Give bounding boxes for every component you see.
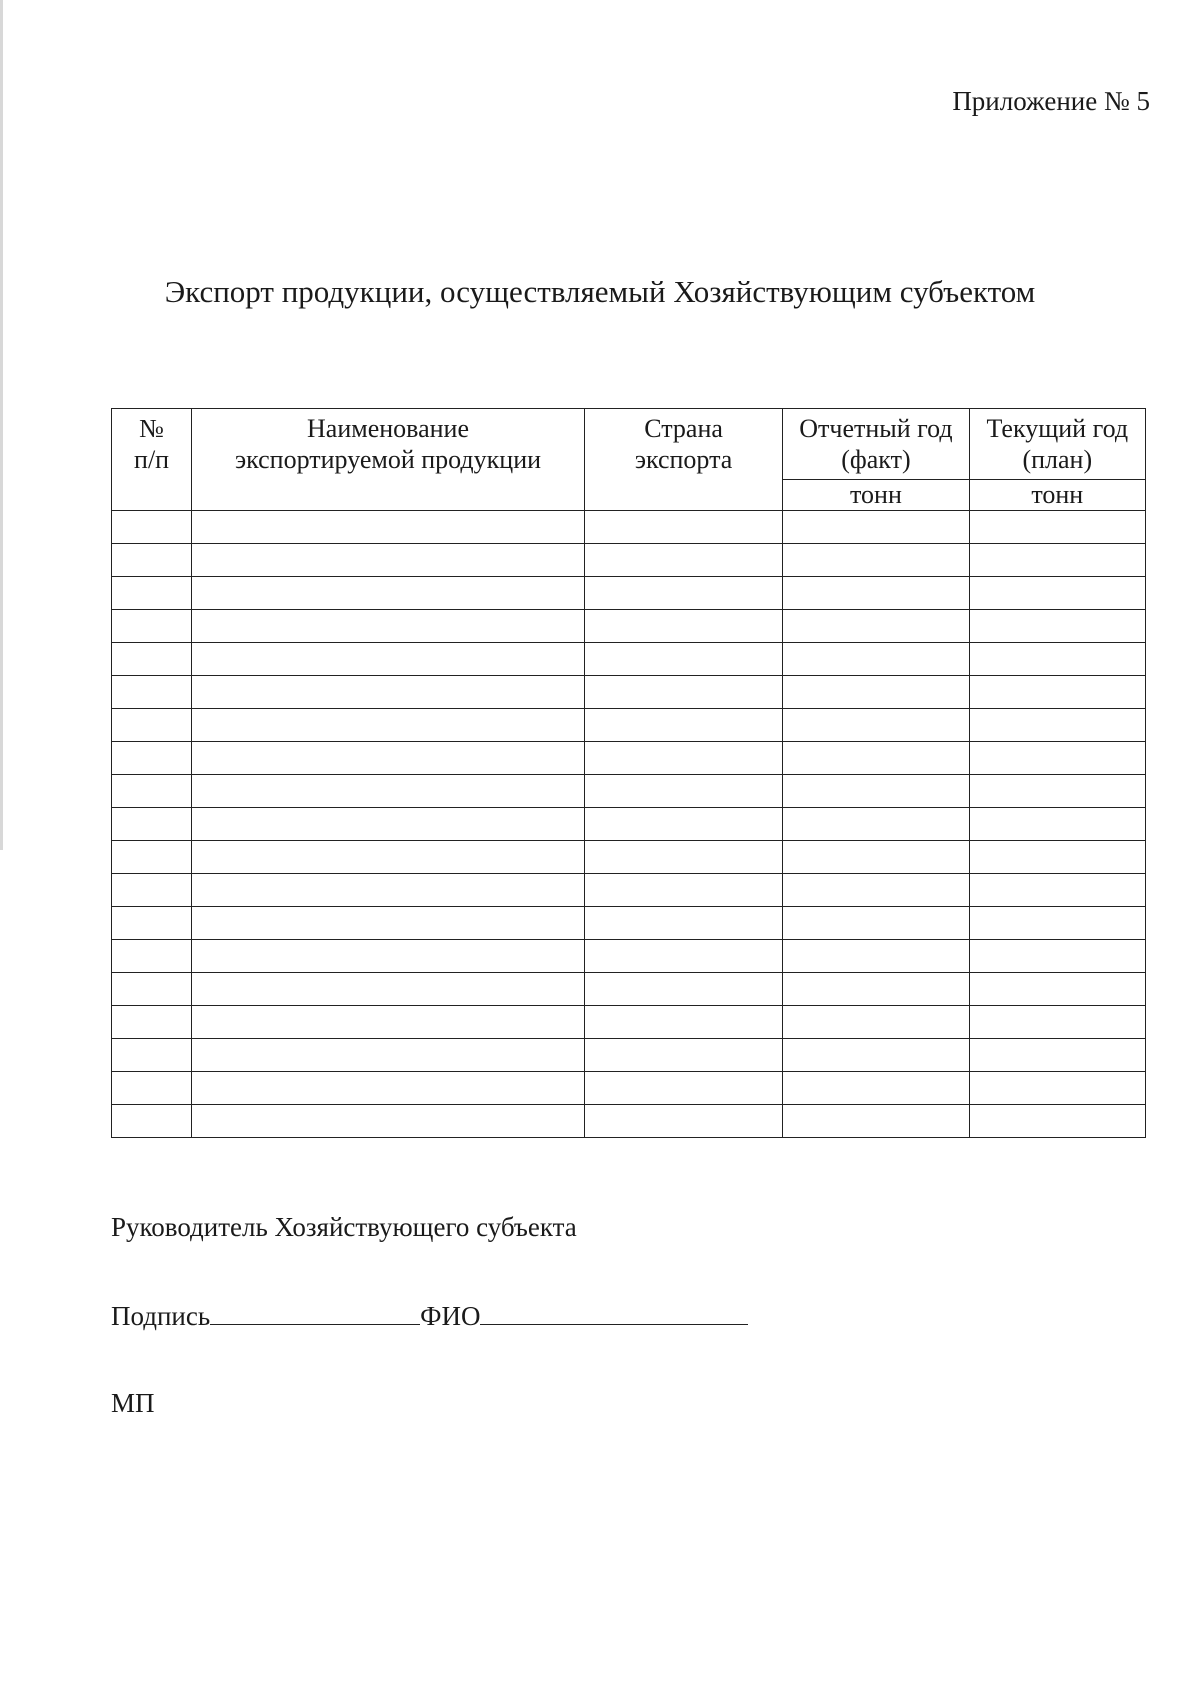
header-current-year-line1: Текущий год (986, 414, 1129, 443)
export-table (111, 408, 1146, 1138)
cell-export-country[interactable] (584, 643, 782, 676)
cell-current-year[interactable] (969, 1105, 1145, 1138)
header-number-line1: № (139, 414, 164, 443)
table-row (112, 907, 1146, 940)
cell-product-name[interactable] (192, 676, 585, 709)
signature-line (111, 1298, 748, 1332)
header-reporting-year (783, 409, 969, 480)
table-row (112, 874, 1146, 907)
cell-number[interactable] (112, 1072, 192, 1105)
cell-export-country[interactable] (584, 841, 782, 874)
cell-product-name[interactable] (192, 544, 585, 577)
table-row (112, 973, 1146, 1006)
head-of-entity-label: Руководитель Хозяйствующего субъекта (111, 1212, 577, 1242)
table-row (112, 1105, 1146, 1138)
cell-number[interactable] (112, 742, 192, 775)
header-reporting-year-unit: тонн (783, 480, 969, 511)
cell-current-year[interactable] (969, 544, 1145, 577)
cell-product-name[interactable] (192, 610, 585, 643)
cell-export-country[interactable] (584, 940, 782, 973)
table-row (112, 742, 1146, 775)
cell-reporting-year[interactable] (783, 544, 969, 577)
cell-reporting-year[interactable] (783, 577, 969, 610)
cell-current-year[interactable] (969, 841, 1145, 874)
cell-product-name[interactable] (192, 511, 585, 544)
cell-reporting-year[interactable] (783, 1072, 969, 1105)
cell-number[interactable] (112, 1105, 192, 1138)
cell-number[interactable] (112, 544, 192, 577)
header-reporting-year-line1: Отчетный год (799, 414, 953, 443)
cell-reporting-year[interactable] (783, 808, 969, 841)
table-row (112, 808, 1146, 841)
cell-reporting-year[interactable] (783, 610, 969, 643)
stamp-label: МП (111, 1388, 155, 1418)
scan-edge (0, 0, 3, 850)
cell-export-country[interactable] (584, 874, 782, 907)
cell-current-year[interactable] (969, 808, 1145, 841)
document-title: Экспорт продукции, осуществляемый Хозяйствующим субъектом (164, 274, 1036, 309)
cell-reporting-year[interactable] (783, 841, 969, 874)
cell-current-year[interactable] (969, 643, 1145, 676)
cell-export-country[interactable] (584, 742, 782, 775)
cell-number[interactable] (112, 643, 192, 676)
cell-export-country[interactable] (584, 544, 782, 577)
fio-label: ФИО (420, 1301, 481, 1331)
header-product-name (192, 409, 585, 511)
table-row (112, 1006, 1146, 1039)
appendix-label: Приложение № 5 (952, 86, 1150, 116)
cell-number[interactable] (112, 775, 192, 808)
cell-current-year[interactable] (969, 973, 1145, 1006)
cell-product-name[interactable] (192, 577, 585, 610)
table-row (112, 1039, 1146, 1072)
cell-current-year[interactable] (969, 511, 1145, 544)
cell-reporting-year[interactable] (783, 643, 969, 676)
cell-product-name[interactable] (192, 907, 585, 940)
table-row (112, 643, 1146, 676)
cell-current-year[interactable] (969, 676, 1145, 709)
cell-reporting-year[interactable] (783, 1039, 969, 1072)
cell-reporting-year[interactable] (783, 709, 969, 742)
cell-number[interactable] (112, 709, 192, 742)
cell-current-year[interactable] (969, 742, 1145, 775)
cell-current-year[interactable] (969, 940, 1145, 973)
cell-export-country[interactable] (584, 610, 782, 643)
table-row (112, 544, 1146, 577)
cell-product-name[interactable] (192, 1039, 585, 1072)
table-row (112, 610, 1146, 643)
cell-number[interactable] (112, 874, 192, 907)
cell-number[interactable] (112, 577, 192, 610)
header-number (112, 409, 192, 511)
cell-product-name[interactable] (192, 1072, 585, 1105)
cell-product-name[interactable] (192, 1105, 585, 1138)
cell-current-year[interactable] (969, 874, 1145, 907)
header-product-name-line2: экспортируемой продукции (235, 445, 542, 474)
cell-product-name[interactable] (192, 874, 585, 907)
cell-reporting-year[interactable] (783, 511, 969, 544)
cell-product-name[interactable] (192, 742, 585, 775)
cell-reporting-year[interactable] (783, 874, 969, 907)
table-row (112, 841, 1146, 874)
cell-reporting-year[interactable] (783, 1105, 969, 1138)
cell-current-year[interactable] (969, 775, 1145, 808)
cell-reporting-year[interactable] (783, 1006, 969, 1039)
cell-current-year[interactable] (969, 610, 1145, 643)
header-product-name-line1: Наименование (307, 414, 469, 443)
cell-export-country[interactable] (584, 1105, 782, 1138)
table-row (112, 709, 1146, 742)
cell-reporting-year[interactable] (783, 775, 969, 808)
cell-product-name[interactable] (192, 973, 585, 1006)
cell-number[interactable] (112, 907, 192, 940)
cell-current-year[interactable] (969, 709, 1145, 742)
header-current-year-line2: (план) (1022, 445, 1093, 474)
cell-export-country[interactable] (584, 1039, 782, 1072)
cell-export-country[interactable] (584, 676, 782, 709)
cell-product-name[interactable] (192, 709, 585, 742)
header-current-year-unit: тонн (969, 480, 1145, 511)
cell-export-country[interactable] (584, 577, 782, 610)
cell-product-name[interactable] (192, 643, 585, 676)
cell-reporting-year[interactable] (783, 940, 969, 973)
header-export-country (584, 409, 782, 511)
cell-current-year[interactable] (969, 907, 1145, 940)
cell-export-country[interactable] (584, 1072, 782, 1105)
fio-blank[interactable] (480, 1298, 748, 1325)
cell-current-year[interactable] (969, 577, 1145, 610)
cell-product-name[interactable] (192, 775, 585, 808)
cell-product-name[interactable] (192, 841, 585, 874)
cell-reporting-year[interactable] (783, 676, 969, 709)
cell-number[interactable] (112, 1006, 192, 1039)
cell-product-name[interactable] (192, 940, 585, 973)
cell-export-country[interactable] (584, 907, 782, 940)
table-row (112, 676, 1146, 709)
cell-number[interactable] (112, 1039, 192, 1072)
cell-number[interactable] (112, 973, 192, 1006)
header-reporting-year-line2: (факт) (841, 445, 911, 474)
cell-reporting-year[interactable] (783, 973, 969, 1006)
cell-export-country[interactable] (584, 775, 782, 808)
signature-blank[interactable] (210, 1298, 420, 1325)
table-body (112, 511, 1146, 1138)
cell-number[interactable] (112, 610, 192, 643)
cell-number[interactable] (112, 940, 192, 973)
cell-export-country[interactable] (584, 808, 782, 841)
cell-current-year[interactable] (969, 1039, 1145, 1072)
table-row (112, 940, 1146, 973)
cell-number[interactable] (112, 808, 192, 841)
cell-reporting-year[interactable] (783, 907, 969, 940)
cell-export-country[interactable] (584, 973, 782, 1006)
header-export-country-line2: экспорта (634, 445, 733, 474)
cell-export-country[interactable] (584, 1006, 782, 1039)
cell-product-name[interactable] (192, 808, 585, 841)
cell-export-country[interactable] (584, 709, 782, 742)
table-row (112, 775, 1146, 808)
cell-number[interactable] (112, 841, 192, 874)
cell-number[interactable] (112, 676, 192, 709)
table-row (112, 1072, 1146, 1105)
header-current-year (969, 409, 1145, 480)
table-row (112, 511, 1146, 544)
header-number-line2: п/п (134, 445, 170, 474)
table-row (112, 577, 1146, 610)
cell-export-country[interactable] (584, 511, 782, 544)
cell-reporting-year[interactable] (783, 742, 969, 775)
cell-current-year[interactable] (969, 1072, 1145, 1105)
signature-label: Подпись (111, 1301, 211, 1331)
cell-current-year[interactable] (969, 1006, 1145, 1039)
header-export-country-line1: Страна (644, 414, 723, 443)
cell-product-name[interactable] (192, 1006, 585, 1039)
cell-number[interactable] (112, 511, 192, 544)
